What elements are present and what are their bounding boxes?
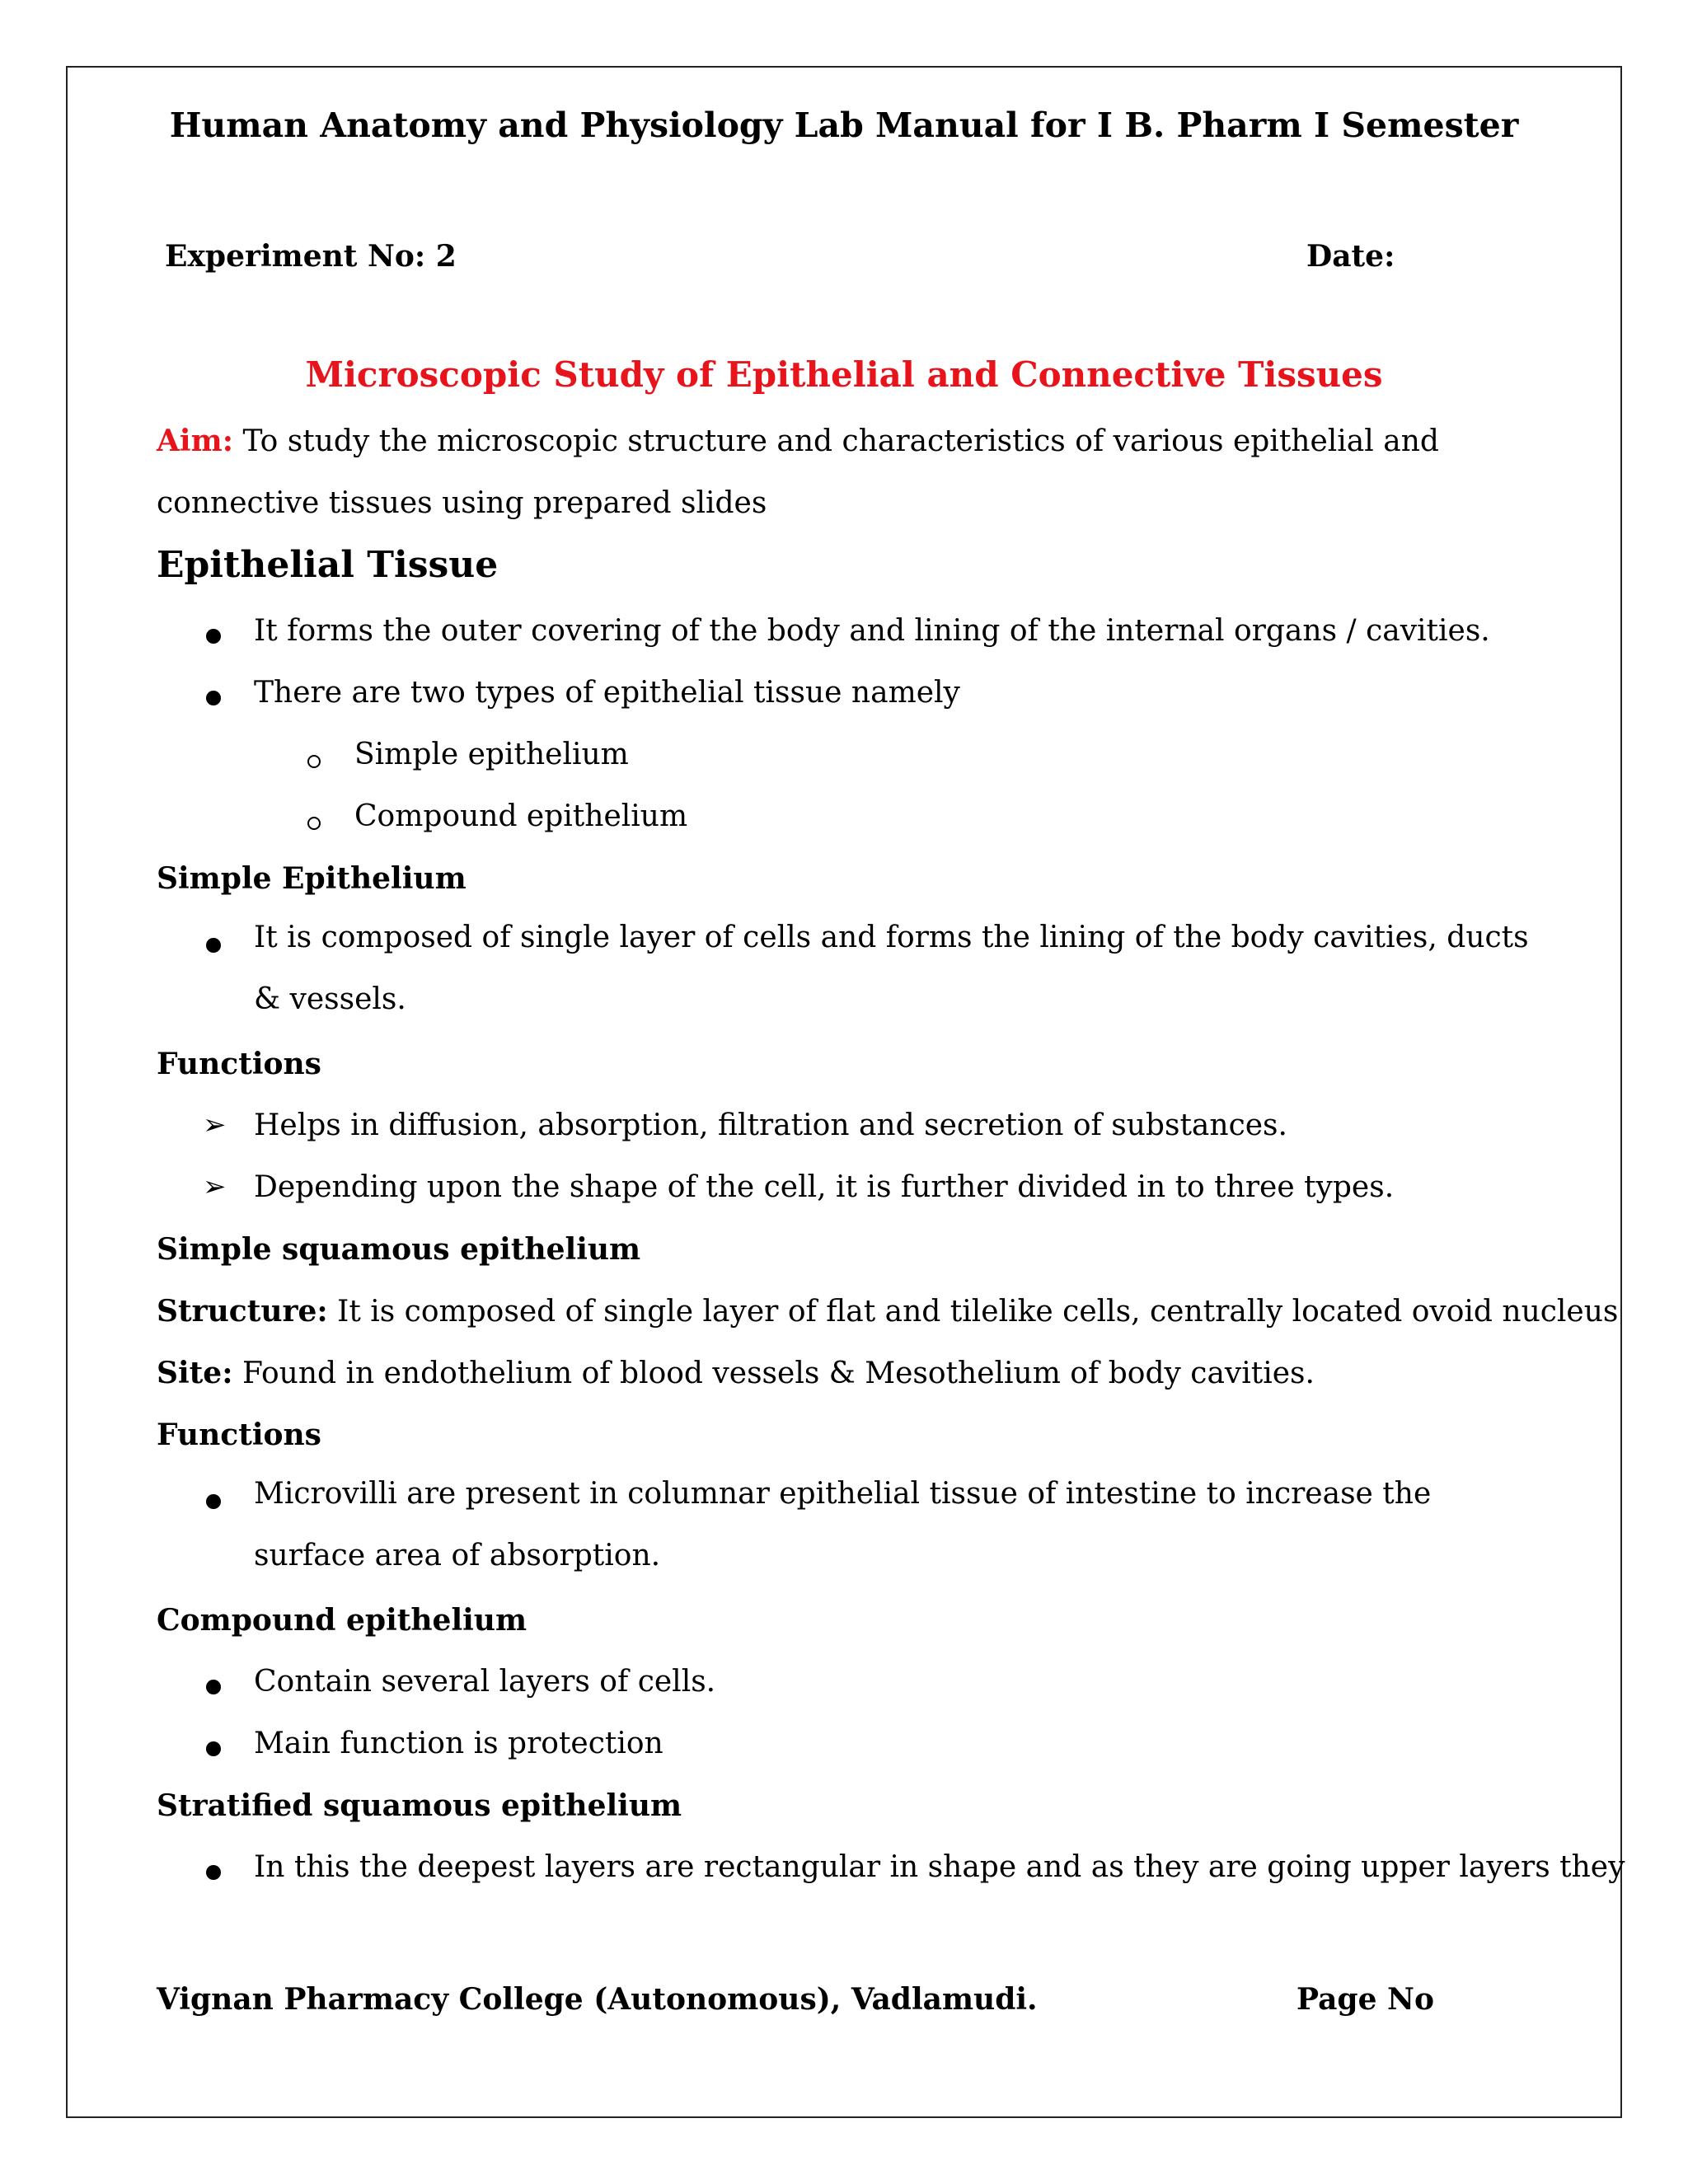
structure-text: It is composed of single layer of flat and tilelike cells, centrally located ovoid nucleus (327, 1295, 1619, 1329)
compound-bullet-1: Contain several layers of cells. (254, 1665, 716, 1699)
bullet-dot (206, 1865, 221, 1880)
bullet-dot (206, 629, 221, 644)
arrow-bullet-icon: ➢ (203, 1108, 227, 1141)
stratified-heading: Stratified squamous epithelium (157, 1788, 682, 1823)
arrow-bullet-icon: ➢ (203, 1170, 227, 1203)
epithelial-heading: Epithelial Tissue (157, 544, 499, 586)
bullet-dot (206, 1741, 221, 1756)
manual-title: Human Anatomy and Physiology Lab Manual for I B. Pharm I Semester (169, 105, 1519, 145)
aim-label: Aim: (157, 424, 233, 458)
epithelial-bullet-2: There are two types of epithelial tissue namely (254, 676, 960, 710)
stratified-bullet: In this the deepest layers are rectangular in shape and as they are going upper layers they (254, 1850, 1625, 1884)
site-text: Found in endothelium of blood vessels & Mesothelium of body cavities. (232, 1357, 1315, 1390)
experiment-number: Experiment No: 2 (165, 239, 457, 274)
function-item-2: Depending upon the shape of the cell, it is further divided in to three types. (254, 1170, 1395, 1204)
simple-epithelium-heading: Simple Epithelium (157, 861, 467, 896)
sub-bullet-circle (307, 755, 321, 768)
footer-page-number: Page No (1296, 1982, 1434, 2017)
structure-line (157, 1294, 1618, 1329)
bullet-dot (206, 691, 221, 705)
date-label: Date: (1306, 239, 1395, 274)
functions-heading-1: Functions (157, 1047, 321, 1081)
experiment-title: Microscopic Study of Epithelial and Connective Tissues (305, 354, 1383, 395)
bullet-dot (206, 1494, 221, 1509)
bullet-dot (206, 1680, 221, 1694)
function-item-1: Helps in diffusion, absorption, filtration and secretion of substances. (254, 1108, 1287, 1142)
structure-label: Structure: (157, 1294, 328, 1329)
subtype-simple: Simple epithelium (354, 738, 629, 771)
footer-college: Vignan Pharmacy College (Autonomous), Vadlamudi. (157, 1982, 1038, 2017)
bullet-dot (206, 938, 221, 953)
microvilli-bullet: Microvilli are present in columnar epithelial tissue of intestine to increase the surface area of absorption. (254, 1477, 1432, 1572)
simple-epithelium-bullet: It is composed of single layer of cells and forms the lining of the body cavities, ducts & vessels. (254, 921, 1529, 1016)
subtype-compound: Compound epithelium (354, 799, 688, 833)
aim-text: To study the microscopic structure and characteristics of various epithelial and connective tissues using prepared slides (157, 424, 1439, 520)
squamous-heading: Simple squamous epithelium (157, 1232, 641, 1267)
site-line (157, 1356, 1315, 1390)
functions-heading-2: Functions (157, 1418, 321, 1452)
sub-bullet-circle (307, 817, 321, 830)
site-label: Site: (157, 1356, 233, 1390)
aim-paragraph (157, 410, 1558, 534)
compound-heading: Compound epithelium (157, 1603, 528, 1638)
compound-bullet-2: Main function is protection (254, 1727, 663, 1760)
epithelial-bullet-1: It forms the outer covering of the body and lining of the internal organs / cavities. (254, 614, 1490, 648)
